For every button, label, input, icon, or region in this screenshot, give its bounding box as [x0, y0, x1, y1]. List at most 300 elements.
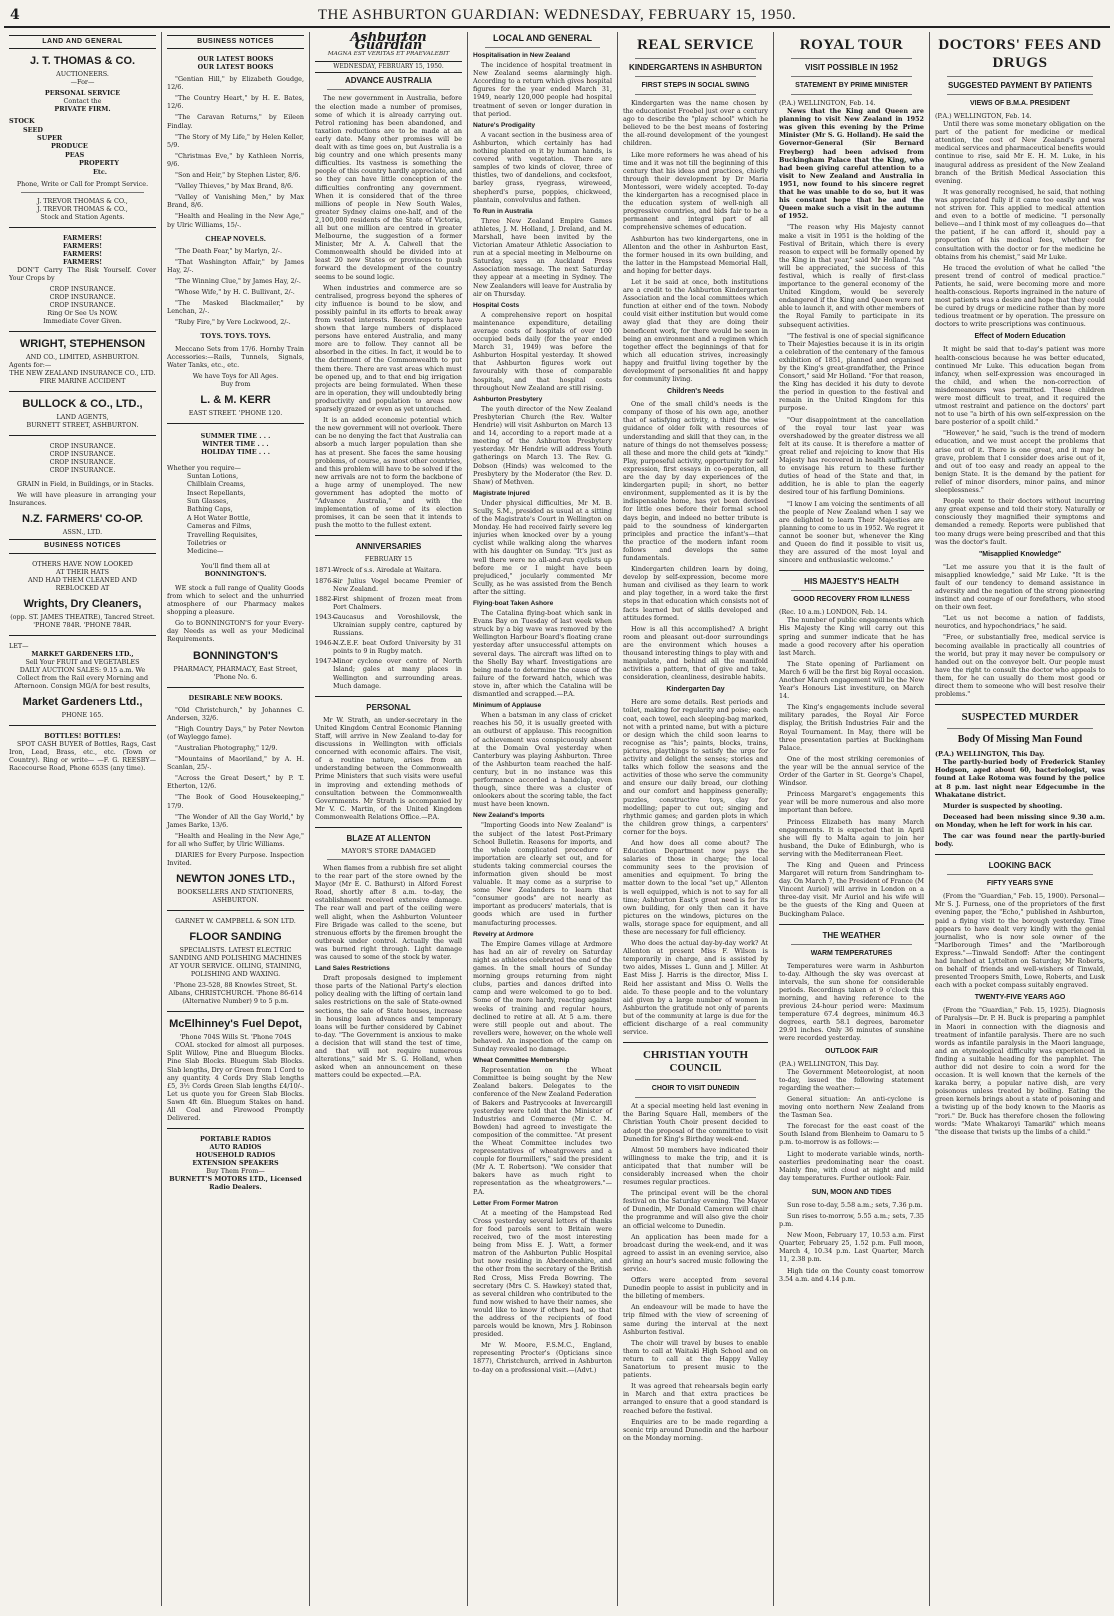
ad-market-sell: Sell Your FRUIT and VEGETABLES: [25, 657, 140, 666]
radio-name: BURNETT'S MOTORS LTD., Licensed Radio Dealers.: [169, 1175, 302, 1192]
education-paragraph: People went to their doctors without incurring any great expense and told their story. Naturally or consciously they magnified their symptoms and demanded a remedy. Reports were published that too many drugs were being prescribed and that this was the doctor's fault.: [935, 497, 1105, 546]
new-book-item: "High Country Days," by Peter Newton (of Wayleggo fame).: [167, 724, 304, 741]
blaze-title: BLAZE AT ALLENTON: [346, 833, 431, 843]
murder-body: [935, 758, 1105, 848]
column-business-notices: [162, 32, 310, 1606]
anniversary-year: 1876—: [315, 576, 338, 585]
outlook-paragraph: General situation: An anti-cyclone is moving onto northern New Zealand from the Tasman Sea.: [779, 1094, 924, 1120]
column-land-and-general: [4, 32, 162, 1606]
murder-paragraph: The partly-buried body of Frederick Stanley Hodgson, aged about 60, bacteriologist, was found at Lake Rotoma was found by the police at 8 p.m. last night near Edgecumbe in the Whakatane district.: [935, 758, 1105, 799]
sun-line: New Moon, February 17, 10.53 a.m. First Quarter, February 25, 1.52 p.m. Full moon, March 4, 10.34 p.m. Last Quarter, March 11, 2.38 p.m.: [779, 1231, 924, 1264]
local-item-body: The youth director of the New Zealand Presbyterian Church (the Rev. Walter Hendrie) will visit Ashburton on March 13 and 14, according to a report made at a meeting of the Ashburton Presbytery yesterday. Mr Hendrie will address Youth gatherings on March 13. The Rev. G. Dobson (Hinds) was welcomed to the Presbytery by the Moderator (the Rev. D. Shaw) of Methven.: [473, 404, 612, 486]
require-item: Insect Repellants,: [187, 488, 246, 497]
book-item: "Christmas Eve," by Kathleen Norris, 9/6.: [167, 151, 304, 168]
kindergartens-sub: KINDERGARTENS IN ASHBURTON: [629, 63, 762, 72]
anniversary-text: Wreck of s.s. Airedale at Waitara.: [333, 566, 442, 575]
kindergarten-paragraph: Kindergarten was the name chosen by the educationist Froebel just over a century ago to describe the "play school" which he believed to be the best means of fostering the all-round development of the youngest children.: [623, 99, 768, 148]
floor-contact: 'Phone 23-528, 88 Knowles Street, St. Albans, CHRISTCHURCH. 'Phone 86-614 (Alternative Number) 9 to 5 p.m.: [168, 981, 303, 1006]
sun-line: Sun rises to-morrow, 5.55 a.m.; sets, 7.35 p.m.: [779, 1211, 924, 1229]
kindergarten-day-head: Kindergarten Day: [666, 686, 725, 694]
require-item: Toiletries or: [187, 539, 227, 548]
health-paragraph: The number of public engagements which His Majesty the King will carry out this spring and summer indicate that he has made a good recovery after his operation last March.: [779, 616, 924, 657]
books-head-1: OUR LATEST BOOKS: [197, 55, 274, 64]
doctors-sub2: VIEWS OF B.M.A. PRESIDENT: [970, 100, 1070, 107]
health-paragraph: Princess Elizabeth has many March engagements. It is expected that in April she will fly to Malta again to join her husband, the Duke of Edinburgh, who is serving with the Mediterranean Fleet.: [779, 817, 924, 858]
ad-crop-insurance-2: [9, 442, 156, 474]
local-item-body: Representation on the Wheat Committee is being sought by the New Zealand bakers. Delegates to the conference of the New Zealand Federation of Bakers and Pastrycooks at Invercargill yesterday were told that the Minister of Industries and Commerce (Mr C. M. Bowden) had agreed to investigate the composition of the committee. "At present the Wheat Committee includes two representatives of wheatgrowers and a couple for flourmillers," said the president (Mr A. T. Robertson). "We consider that bakers have as much right to representation as the wheatgrowers."—P.A.: [473, 1066, 612, 1196]
royal-tour-paragraph: "The reason why His Majesty cannot make a visit in 1951 is the holding of the Festival of Britain, which there is every reason to expect will be formally opened by the King in that year," said Mr Holland. "As will be appreciated, the success of this festival, which is really of first-class importance to the general economy of the United Kingdom, would be severely endangered if the King and Queen were not able to launch it, and with other members of the Royal Family to participate in its subsequent activities.: [779, 223, 924, 329]
anniversary-item: [315, 566, 462, 574]
require-item: Suntan Lotions,: [187, 471, 239, 480]
outlook-paragraph: The Government Meteorologist, at noon to-day, issued the following statement regarding the weather:—: [779, 1067, 924, 1092]
royal-tour-lead: News that the King and Queen are planning to visit New Zealand in 1952 was given this evening by the Prime Minister (Mr S. G. Holland). He said the Governor-General (Sir Bernard Freyberg) had been advised from Buckingham Palace that the King, who had been giving careful attention to a visit to New Zealand and Australia in 1951, now found to his sincere regret that he was unable to do so, but it was his constant hope that he and the Queen make such a visit in the autumn of 1952.: [779, 107, 924, 221]
murder-paragraph: Deceased had been missing since 9.30 a.m. on Monday, when he left for work in his car.: [935, 812, 1105, 829]
local-item-head: Ashburton Presbytery: [473, 395, 543, 403]
sun-lines: [779, 1201, 924, 1283]
murder-dateline: (P.A.) WELLINGTON, This Day.: [935, 750, 1045, 759]
book-item: "Valley Thieves," by Max Brand, 8/6.: [175, 182, 294, 191]
ad-wright-stephenson: WRIGHT, STEPHENSON: [19, 338, 146, 351]
whether: Whether you require—: [167, 463, 241, 472]
require-item: Sun Glasses,: [187, 497, 229, 506]
real-service-title: REAL SERVICE: [637, 37, 754, 53]
newton-addr: BOOKSELLERS AND STATIONERS, ASHBURTON.: [177, 888, 294, 905]
ad-thomas-for: —For—: [70, 78, 95, 87]
kindergarten-paragraph: How is all this accomplished? A bright room and pleasant out-door surroundings are the environment which houses a thousand interesting things to play with and manipulate, and behind all the manifold activities a pattern, that of give and take, consideration, cleanliness, desirable habits.: [623, 624, 768, 682]
editorial-title: ADVANCE AUSTRALIA: [344, 76, 433, 86]
outlook-paragraph: The forecast for the east coast of the South Island from Blenheim to Oamaru to 5 p.m. to-morrow is as follows:—: [779, 1122, 924, 1147]
ad-crop-line: CROP INSURANCE.: [49, 458, 116, 467]
cheap-novel-item: "Ruby Fire," by Vere Lockwood, 2/-.: [175, 318, 291, 327]
new-books-list: [167, 706, 304, 868]
season-line: WINTER TIME . . .: [202, 439, 269, 448]
weather-sub: WARM TEMPERATURES: [810, 949, 893, 957]
local-item-body: Three New Zealand Empire Games athletes, J. M. Holland, J. Dreland, and M. Marshall, have been invited by the Victorian Amateur Athletic Association to run at a special meeting in Melbourne on Saturday, says an Auckland Press Association message. The next Saturday they appear at a meeting in Sydney. The New Zealanders will leave for Australia by air on Thursday.: [473, 216, 612, 298]
choir-paragraph: Offers were accepted from several Dunedin people to assist in publicity and in the billeting of members.: [623, 1276, 768, 1301]
ad-trevor-thomas: [9, 197, 156, 221]
anniversaries-title: ANNIVERSARIES: [355, 542, 422, 552]
sun-title: SUN, MOON AND TIDES: [811, 1188, 892, 1196]
column-doctors-fees: [930, 32, 1110, 1606]
murder-paragraph: The car was found near the partly-buried body.: [935, 832, 1105, 849]
running-head: THE ASHBURTON GUARDIAN: WEDNESDAY, FEBRUARY 15, 1950.: [317, 6, 797, 23]
require-item: Medicine—: [187, 547, 224, 556]
new-book-item: "Health and Healing in the New Age," for all who Suffer, by Ulric Williams.: [167, 831, 304, 848]
editorial-date: WEDNESDAY, FEBRUARY 15, 1950.: [315, 61, 462, 73]
kindergarten-paragraph: Who does the actual day-by-day work? At Allenton at present Miss F. Wilson is temporarily in charge, and is assisted by two aides, Misses L. Gunn and J. Miller. At East Miss J. Harris is the director, Miss I. Reid her assistant and Miss O. Wells the aide. To these people and to the voluntary aid given by a large number of women in Ashburton the gratitude not only of parents but of the community at large is due for the efficient discharge of a real community service.: [623, 939, 768, 1037]
ad-market-phone: PHONE 165.: [61, 710, 104, 719]
health-dateline: (Rec. 10 a.m.) LONDON, Feb. 14.: [779, 608, 888, 617]
ad-crop-line: CROP INSURANCE.: [49, 293, 116, 302]
page-number: 4: [10, 7, 20, 23]
ad-thomas-item: SEED: [23, 125, 43, 134]
ad-hats-line: OTHERS HAVE NOW LOOKED: [32, 559, 133, 568]
real-service-body-2: [623, 400, 768, 681]
royal-tour-sub2: STATEMENT BY PRIME MINISTER: [795, 82, 908, 89]
local-item-body: When a batsman in any class of cricket reaches his 50, it is usually greeted with an outburst of applause. This recognition of achievement was conspicuously absent at the Domain Oval yesterday when Canterbury was playing Ashburton. Three of the Ashburton team reached the half-century, but in no instance was this performance accorded a handclap, even though, since there was a cluster of onlookers about the scoring table, the fact must have been known.: [473, 711, 612, 809]
section-heading: BUSINESS NOTICES: [167, 35, 304, 49]
ad-wright-agents: Agents for:—: [9, 361, 52, 370]
education-paragraph: It might be said that to-day's patient was more health-conscious because he was better educated, continued Mr Luke. This education began from infancy, when self-expression was encouraged in the child, and when the non-correction of misdemeanours was permitted. These children were most difficult to treat, and it required the utmost restraint and patience on the doctors' part not to use "a birth of his own self-expression on the bare posterior of a spoilt child.": [935, 345, 1105, 427]
require-item: Cameras and Films,: [187, 522, 252, 531]
new-book-item: "Australian Photography," 12/9.: [175, 744, 278, 752]
health-body: [779, 616, 924, 917]
ad-wrights-addr: (opp. ST. JAMES THEATRE), Tancred Street.: [10, 612, 155, 621]
twenty-five-head: TWENTY-FIVE YEARS AGO: [974, 994, 1066, 1002]
ad-crop-line: CROP INSURANCE.: [49, 442, 116, 451]
book-item: "The Story of My Life," by Helen Keller, 5/9.: [167, 132, 304, 149]
anniversary-year: 1943—: [315, 612, 338, 621]
anniversary-year: 1871—: [315, 566, 338, 575]
land-body: Draft proposals designed to implement those parts of the National Party's election policy dealing with the lifting of certain land sales restrictions on the sale of State-owned sections, the sale of State houses, increase in housing loan advances and temporary loans will be further considered by Cabinet to-day. "The Government is anxious to make a decision that will stand the test of time, and that will not require numerous alterations," said Mr S. G. Holland, when asked when an announcement on these matters could be expected.—P.A.: [315, 974, 462, 1080]
local-item-body: Mr W. Moore, F.S.M.C., England, representing Procter's (Opticians since 1877), Christchurch, arrived in Ashburton to-day on a professional visit.—(Advt.): [473, 1341, 612, 1374]
ad-crop-line: CROP INSURANCE.: [49, 301, 116, 310]
kerr-name: L. & M. KERR: [200, 393, 271, 406]
book-item: "Gentian Hill," by Elizabeth Goudge, 12/6.: [167, 75, 304, 92]
misapplied-paragraph: "Let us not become a nation of faddists, neurotics, and hypochondriacs," he said.: [935, 614, 1105, 631]
new-book-item: DIARIES for Every Purpose. Inspection Invited.: [167, 851, 304, 868]
local-items: [473, 52, 612, 1374]
fifty-years-body: (From the "Guardian," Feb. 15, 1900). Personal—Mr S. J. Furness, one of the proprietors of the first evening paper, the "Echo," published in Ashburton, paid a flying visit to the borough yesterday. Time appears to have dealt very kindly with the genial journalist, who is now sole owner of the "Marlborough Times" and the "Marlborough Express."—Tinwald Sendoff: After the contingent had lunched at Lyttelton on Saturday, Mr Roberts, on behalf of friends and well-wishers of Tinwald, presented Troopers Smith, Lowe, Roberts, and Lusk each with a pocket compass suitably engraved.: [935, 892, 1105, 990]
local-item-body: A vacant section in the business area of Ashburton, which certainly has had nothing planted on it by human hands, is covered with vegetation. There are samples of two kinds of clover, three of thistles, two of dandelions, and cocksfoot, barley grass, ryegrass, wireweed, shepherd's purse, poppies, chickweed, plantain, convolvulus and fathen.: [473, 130, 612, 204]
blaze-body: When flames from a rubbish fire set alight to the rear part of the store owned by the Mayor (Mr E. C. Bathurst) in Alford Forest Road, shortly after 8 a.m. to-day, the establishment received extensive damage. The rear wall and part of the ceiling were well alight, when the Ashburton Volunteer Fire Brigade was called to the scene, but strenuous efforts by the firemen brought the outbreak under control. Actually the wall was burned right through. Light damage was caused to some of the stock by water.: [315, 863, 462, 961]
ad-nz-farmers: N.Z. FARMERS' CO-OP.: [22, 513, 143, 526]
book-item: "Son and Heir," by Stephen Lister, 8/6.: [175, 171, 301, 180]
twenty-five-body: (From the "Guardian," Feb. 15, 1925). Diagnosis of Paralysis—Dr. P. H. Buck is preparing a pamphlet in Maori in connection with the diagnosis and treatment of infantile paralysis. There are no such words as infantile paralysis in the Maori language, and an etymological difficulty was experienced in finding a suitable heading for the pamphlet. The author did not desire to coin a word for the occasion. It is well known that the kernels of the karaka berry, a popular native dish, are very poisonous unless treated by boiling. Eating the green kernels brings about a state of poisoning and a twisting up of the body known to the Maoris as "rori." Dr. Buck has therefore chosen the following words: "Mate Whakaroyi Tamariki" which means "the disease that twists up the limbs of a child.": [935, 1006, 1105, 1136]
ad-bullock: BULLOCK & CO., LTD.,: [22, 398, 143, 411]
fuel-head: McElhinney's Fuel Depot,: [169, 1018, 302, 1031]
anniversary-year: 1882—: [315, 594, 338, 603]
motto: MAGNA EST VERITAS ET PRAEVALEBIT: [327, 51, 450, 58]
ad-farmers-line: FARMERS!: [62, 241, 103, 250]
section-business-notices: BUSINESS NOTICES: [9, 539, 156, 553]
cheap-novel-item: "Whose Wife," by H. C. Bullivant, 2/-.: [175, 288, 295, 297]
anniversary-item: [315, 639, 462, 655]
kindergarten-paragraph: And how does all come about? The Education Department now pays the salaries of those in charge; the local community sees to the provision of amenities and equipment. To bring the matter down to the local "set up," Allenton is well equipped, which is not to say for all time; Ashburton East's great need is for its own building, for only then can it have pictures on the windows, pictures on the walls, storage space for equipment, and all these are necessary for full efficiency.: [623, 838, 768, 936]
goto: Go to BONNINGTON'S for your Every-day Needs as well as your Medicinal Requirements.: [167, 619, 304, 644]
doctors-paragraph: He traced the evolution of what he called "the present trend of control of medical practice." Patients, he said, were becoming more and more health-conscious. Reports ingrained in the nature of most patients was a desire and hope that they could be cured by drugs or medicine rather than by more tedious treatment or by operation. The pressure on doctors to write prescriptions was continuous.: [935, 263, 1105, 329]
column-royal-tour: [774, 32, 930, 1606]
doctors-sub1: SUGGESTED PAYMENT BY PATIENTS: [947, 81, 1093, 90]
ad-bottles-body: SPOT CASH BUYER of Bottles, Rags, Cast Iron, Lead, Brass, etc., etc. (Town or Country). Ring or write— —F. G. REESBY— Racecourse Road, Phone 653S (any time).: [9, 739, 156, 772]
anniversary-text: First shipment of frozen meat from Port Chalmers.: [333, 594, 462, 611]
education-body: [935, 345, 1105, 545]
masthead: [4, 4, 1110, 28]
book-item: "Valley of Vanishing Men," by Max Brand, 8/6.: [167, 193, 304, 210]
doctors-paragraph: Until there was some monetary obligation on the part of the patient for medicine or medical attention, the cost of New Zealand's general medical services and pharmaceutical benefits would continue to rise, said Mr E. H. M. Luke, in his inaugural address as president of the New Zealand branch of the British Medical Association this evening.: [935, 120, 1105, 185]
health-paragraph: The King and Queen and Princess Margaret will return from Sandringham to-day. On March 7, the President of France (M Vincent Auriol) will arrive in London on a three-day visit. Mr Auriol and his wife will be the guests of the King and Queen at Buckingham Palace.: [779, 860, 925, 918]
ad-pleasure: We will have pleasure in arranging your Insurances.: [9, 491, 156, 508]
weather-title: THE WEATHER: [822, 930, 881, 940]
cheap-novel-item: "The Death Fear," by Marlyn, 2/-.: [175, 246, 282, 255]
choir-paragraph: It was agreed that rehearsals begin early in March and that extra practices be arranged to ensure that a good standard is reached before the festival.: [623, 1382, 768, 1415]
editorial-body: [315, 94, 462, 529]
anniversary-item: [315, 577, 462, 593]
ad-nz-farmers-assn: ASSN., LTD.: [62, 528, 103, 537]
column-local-and-general: [468, 32, 618, 1606]
ad-market-sales: DAILY AUCTION SALES: 9.15 a.m. We Collect from the Rail every Morning and Afternoon. Consign MG/A for best results,: [14, 665, 151, 690]
ad-bullock-trade: LAND AGENTS,: [56, 413, 109, 422]
cheap-novel-item: "The Masked Blackmailer," by Lenchan, 2/-.: [167, 299, 304, 316]
ad-crop-line: CROP INSURANCE.: [49, 285, 116, 294]
anniversaries-date: FEBRUARY 15: [364, 555, 413, 564]
require-item: Travelling Requisites,: [187, 530, 258, 539]
misapplied-body: [935, 563, 1105, 699]
ad-thomas-name: J. T. THOMAS & CO.: [29, 55, 136, 68]
local-item-head: Revelry at Ardmore: [473, 930, 534, 938]
newspaper-page: [4, 4, 1110, 1608]
new-book-item: "Across the Great Desert," by P. T. Etherton, 12/6.: [167, 774, 304, 791]
ad-hats-line: AT THEIR HATS: [56, 567, 109, 576]
kindergarten-paragraph: Like more reformers he was ahead of his time and it was not till the beginning of this century that his ideas and practices, chiefly through their development by Dr Maria Montessori, were widely accepted. To-day the kindergarten has a recognised place in the education system of well-nigh all progressive countries, and bids fair to be a permanent and integral part of all comprehensive schemes of education.: [623, 150, 768, 232]
ad-wright-ins: THE NEW ZEALAND INSURANCE CO., LTD.: [9, 369, 156, 378]
ad-crop-insurance: [9, 285, 156, 309]
real-service-body-1: [623, 99, 768, 383]
new-book-item: "The Wonder of All the Gay World," by James Barke, 13/6.: [167, 812, 304, 829]
ad-market-big: Market Gardeners Ltd.,: [22, 695, 143, 708]
bonnington-name: BONNINGTON'S: [193, 649, 278, 662]
choir-paragraph: Enquiries are to be made regarding a scenic trip around Dunedin and the harbour on the Monday morning.: [623, 1417, 768, 1442]
royal-tour-paragraph: "I know I am voicing the sentiments of all the people of New Zealand when I say we are delighted to learn Their Majesties are planning to come to us in 1952. We regret it cannot be sooner but, whenever the King and Queen do find it possible to visit us, they are assured of the most loyal and sincere and enthusiastic welcome.": [779, 499, 924, 565]
radio-line: PORTABLE RADIOS: [200, 1135, 271, 1144]
local-item-body: The Empire Games village at Ardmore has had an air of revelry on Saturday night as athletes celebrated the end of the games. In the small hours of Sunday morning groups returning from night clubs, parties and dances drifted into camp and were welcomed to go to bed. Some of the more hardy, reacting against weeks of training and regular hours, declined to retire at all. At 5 a.m. there were still people out and about. The revellers were, however, on the whole well behaved. An inspection of the camp on Sunday revealed no damage.: [473, 939, 612, 1053]
books-head-2: OUR LATEST BOOKS: [197, 63, 274, 72]
children-needs-head: Children's Needs: [667, 388, 724, 396]
blaze-sub: MAYOR'S STORE DAMAGED: [341, 846, 436, 855]
toys-ages: We have Toys for All Ages.: [192, 371, 279, 380]
royal-tour-body: [779, 223, 924, 564]
health-title: HIS MAJESTY'S HEALTH: [804, 577, 899, 587]
health-sub: GOOD RECOVERY FROM ILLNESS: [793, 596, 910, 604]
royal-tour-paragraph: "Our disappointment at the cancellation of the royal tour last year was overshadowed by the greater distress we all felt at its cause. It is therefore a matter of great relief and rejoicing to know that His Majesty has recovered in health sufficiently to envisage his return to these further duties of head of the State and that, in addition, he is able to plan the eagerly desired tour of his farflung Dominions.: [779, 415, 924, 497]
local-item-body: The incidence of hospital treatment in New Zealand seems alarmingly high. According to a return which gives hospital figures for the year ended March 31, 1949, nearly 120,000 people had hospital treatment of seven or longer duration in that period.: [473, 61, 612, 118]
ad-hats: [9, 560, 156, 592]
anniversary-text: N.Z.E.F. beat Oxford University by 31 points to 9 in Rugby match.: [333, 639, 462, 656]
newton-jones: NEWTON JONES LTD.,: [176, 873, 295, 886]
buy-from: Buy from: [220, 379, 251, 388]
ad-wright-classes: FIRE MARINE ACCIDENT: [39, 377, 126, 386]
books-list: [167, 75, 304, 229]
radio-buy: Buy Them From—: [206, 1167, 265, 1176]
cheap-novel-item: "The Winning Clue," by James Hay, 2/-.: [175, 276, 301, 285]
kindergarten-paragraph: Kindergarten children learn by doing, develop by self-expression, become more human and civilised as they learn to work and play together, in a word take the first steps in that education which consists not of facts learned but of skills developed and attitudes formed.: [623, 565, 768, 622]
column-editorial: [310, 32, 468, 1606]
murder-title: SUSPECTED MURDER: [961, 711, 1079, 724]
misapplied-head: "Misapplied Knowledge": [978, 550, 1062, 558]
christian-youth-title: CHRISTIAN YOUTH COUNCIL: [642, 1049, 749, 1075]
ad-crop-line: CROP INSURANCE.: [49, 450, 116, 459]
floor-body: SPECIALISTS. LATEST ELECTRIC SANDING AND POLISHING MACHINES AT YOUR SERVICE. OILING, STAINING, POLISHING AND WAXING.: [169, 946, 302, 979]
personal-title: PERSONAL: [366, 702, 411, 712]
season-line: SUMMER TIME . . .: [200, 431, 271, 440]
royal-tour-dateline: (P.A.) WELLINGTON, Feb. 14.: [779, 99, 876, 107]
choir-paragraph: Almost 50 members have indicated their willingness to make the trip, and it is anticipated that that number will be considerably increased when the choir resumes regular practices.: [623, 1145, 768, 1187]
ad-thomas-item: SUPER: [37, 133, 63, 142]
anniversary-item: [315, 595, 462, 611]
choir-paragraph: The principal event will be the choral festival on the Saturday evening. The Mayor of Dunedin, Mr Donald Cameron will chair the programme and will also give the choir an official welcome to Dunedin.: [623, 1189, 768, 1230]
book-item: "The Caravan Returns," by Eileen Findlay.: [167, 113, 304, 130]
local-item-head: Wheat Committee Membership: [473, 1057, 570, 1065]
kerr-addr: EAST STREET. 'PHONE 120.: [188, 408, 283, 417]
local-item-head: Magistrate Injured: [473, 489, 530, 497]
fuel-body: COAL stocked for almost all purposes. Split Willow, Pine and Bluegum Blocks. Pine Slab Blocks. Bluegum Slab Blocks. Slab lengths, Dry or Green from 1 Cord to any quantity. 4 Cords Dry Slab lengths £5, 3½ Cords Green Slab lengths £4/10/-. Let us quote you for Green Slab Blocks. Sawn 4ft 6in. Bluegum Stakes on hand. All Coal and Firewood Promptly Delivered.: [167, 1041, 304, 1123]
health-paragraph: Princess Margaret's engagements this year will be more numerous and also more important than before.: [779, 790, 924, 815]
local-item-head: Hospital Costs: [473, 301, 520, 309]
anniversary-item: [315, 657, 462, 689]
editorial-paragraph: When industries and commerce are so centralised, progress beyond the spheres of city influence is bound to be slow, and possibly painful in its efforts to break away from vested interests. Recent reports have shown that large numbers of displaced persons have entered Australia, and many more are to follow. They cannot all be absorbed in the cities. In fact, it would be to the detriment of the Commonwealth to put them there. There are vast areas which must be opened up, and to that end big irrigation projects are being formulated. When these are in operation, they will undoubtedly bring productivity and population to areas now sparsely grazed or even as yet untouched.: [315, 283, 462, 414]
choir-paragraph: An endeavour will be made to have the trip filmed with the view of screening of same during the interval at the next Ashburton festival.: [623, 1303, 768, 1336]
ad-thomas-item: PRODUCE: [51, 142, 88, 151]
season-list: [167, 432, 304, 456]
find: You'll find them all at: [201, 561, 270, 570]
require-item: Chilblain Creams,: [187, 480, 246, 489]
section-heading: LAND AND GENERAL: [9, 35, 156, 49]
ad-trevor-line: J. TREVOR THOMAS & CO.,: [37, 196, 128, 205]
doctors-paragraph: It was generally recognised, he said, that nothing was appreciated fully if it came too easily and was not striven for. This applied to medical attention and even to a bottle of medicine. "I personally believe—and I think most of my colleagues do—that the patient, if he can afford it, should pay a proportion of his medical fees, whether for consultation with the doctor or for the medicine he obtains from his chemist," said Mr Luke.: [935, 187, 1105, 261]
require-item: A Hot Water Bottle,: [187, 513, 251, 522]
floor-head: FLOOR SANDING: [189, 931, 282, 944]
local-item-body: Under physical difficulties, Mr M. B. Scully, S.M., presided as usual at a sitting of the Magistrate's Court in Wellington on Monday. He had received fairly severe leg injuries when knocked over by a young cyclist while walking along the wharves with his daughter on Sunday. "It's just as well there were no all-and-run cyclists up before me or I might have been prejudiced," jocularly commented Mr Scully, as he was assisted from the Bench after the sitting.: [473, 498, 612, 596]
anniversary-item: [315, 613, 462, 637]
ad-thomas-item: PROPERTY: [79, 159, 119, 168]
ad-thomas-phone: Phone, Write or Call for Prompt Service.: [16, 179, 149, 188]
ad-thomas-contact: Contact the: [63, 97, 102, 106]
local-item-head: To Run in Australia: [473, 207, 533, 215]
local-item-body: The Catalina flying-boat which sank in Evans Bay on Tuesday of last week when struck by a big wave was removed by the Wellington Harbour Board's floating crane yesterday after unsuccessful attempts on several days. The aircraft was lifted on to the Shelly Bay wharf. Investigations are being made to determine the cause of the failure of the forward hatch, which was stove in, after which the Catalina will be dismantled and scrapped.—P.A.: [473, 609, 612, 699]
editorial-paragraph: It is an added economic potential which the new government will not overlook. There can be no denying the fact that Australia can absorb a much larger population than she has at present. She faces the same housing problems, of course, as most other countries, and this problem will have to be solved if the new arrivals are not to form the backbone of a huge army of unemployed. The new government has adopted the motto of "Advance Australia," and with the implementation of some of its election promises, it can be seen that it intends to push the motto to the fullest extent.: [315, 416, 463, 530]
local-item-head: Minimum of Applause: [473, 702, 542, 710]
fuel-phone: 'Phone 704S Wills St. 'Phone 704S: [179, 1033, 292, 1042]
ad-trevor-line: Stock and Station Agents.: [40, 212, 125, 221]
new-books-head: DESIRABLE NEW BOOKS.: [188, 692, 283, 702]
misapplied-paragraph: "Let me assure you that it is the fault of misapplied knowledge," said Mr Luke. "It is the fault of our tendency to demand assistance in adversity and the negation of the strong pioneering instinct and courage of our forefathers, who stood on their own feet.: [935, 562, 1105, 612]
ad-thomas-item: Etc.: [93, 167, 107, 176]
new-book-item: "Old Christchurch," by Johannes C. Andersen, 32/6.: [167, 705, 304, 722]
outlook-paragraph: Light to moderate variable winds, north-easterlies predominating near the coast. Mainly fine, with cloud at night and mild day temperatures. Further outlook: Fair.: [779, 1149, 924, 1182]
doctors-body: [935, 120, 1105, 328]
looking-back-title: LOOKING BACK: [988, 861, 1052, 871]
ad-farmers-line: FARMERS!: [62, 233, 103, 242]
book-item: "The Country Heart," by H. E. Bates, 12/6.: [167, 94, 304, 111]
column-real-service: [618, 32, 774, 1606]
sun-line: High tide on the County coast tomorrow 3.54 a.m. and 4.14 p.m.: [779, 1266, 924, 1283]
ad-thomas-trade: AUCTIONEERS.: [56, 70, 109, 79]
ad-farmers-body: DON'T Carry The Risk Yourself. Cover Your Crops by: [9, 265, 156, 283]
kindergarten-paragraph: Here are some details. Rest periods and toilet, making for regularity and poise; each coat, each towel, each sleeping-bag marked, not with a printed name, but with a picture or design which the child soon learns to recognise as "his"; paints, blocks, trains, pictures, playthings to satisfy the urge for activity and delight the senses; stories and talks which follow the seasons and the activities of those who serve the community and ensure our daily bread, our clothing and our comfort and happiness generally; puzzles, constructive toys, clay for modelling; paper to cut out; singing and rhythmic games; and garden plots in which the children grow things, a carpenters' corner for the boys.: [623, 698, 768, 836]
royal-tour-paragraph: "The festival is one of special significance to Their Majesties because it is in its origin a celebration of the centenary of the famous exhibition of 1851, planned and organised by the King's great-grandfather, the Prince Consort," said Mr Holland. "For that reason, the King has decided it his duty to devote the period in question to the festival and remain in the United Kingdom for this purpose.: [779, 331, 924, 413]
kindergarten-paragraph: Let it be said at once, both institutions are a credit to the Ashburton Kindergarten Association and the local committees which function at either end of the town. Nobody could visit either institution but would come away glad that they are doing their beneficent work, for there would be seen in being an environment and a regimen which together effect the beginnings of that for which all education strives, increasingly happy and fruitful living together by the development of personalities fit and happy for community living.: [623, 277, 768, 384]
kindergarten-paragraph: Ashburton has two kindergartens, one in Allenton and the other in Ashburton East, the former housed in its own building, and the latter in the Hampstead Memorial Hall, and hoping for better days.: [623, 234, 768, 275]
new-book-item: "The Book of Good Housekeeping," 17/9.: [167, 793, 304, 810]
ad-thomas-item: PEAS: [65, 150, 85, 159]
nameplate: Ashburton Guardian: [350, 32, 427, 54]
ad-crop-line: CROP INSURANCE.: [49, 466, 116, 475]
cheap-novels-head: CHEAP NOVELS.: [205, 233, 266, 243]
health-paragraph: The State opening of Parliament on March 6 will be the first big Royal occasion. Another March engagement will be the New Year's Honours List investiture, on March 14.: [779, 659, 924, 701]
ad-thomas-items: [9, 117, 156, 176]
murder-paragraph: Murder is suspected by shooting.: [943, 801, 1063, 810]
ad-trevor-line: J. TREVOR THOMAS & CO.,: [37, 204, 128, 213]
social-swing-sub: FIRST STEPS IN SOCIAL SWING: [641, 82, 750, 89]
ad-farmers-line: FARMERS!: [62, 257, 103, 266]
local-item-body: At a meeting of the Hampstead Red Cross yesterday several letters of thanks for food parcels sent to Britain were received, two of the most interesting being from Miss E. J. Watt, a former matron of the Ashburton Public Hospital but now residing in Aberdeenshire, and the other from the secretary of the British Red Cross, Miss Freda Bowring. The secretary (Mrs C. S. Hawkey) stated that, as several children who contributed to the fund now wished to have their names, she would like to know if others had, so that the address of the recipients of food parcels would be known, Mrs J. Robinson presided.: [473, 1208, 612, 1339]
outlook-head: OUTLOOK FAIR: [825, 1047, 878, 1055]
ad-thomas-firm: PRIVATE FIRM.: [54, 105, 111, 114]
ad-grain: GRAIN in Field, in Buildings, or in Stacks.: [17, 480, 154, 489]
radio-line: AUTO RADIOS: [209, 1143, 262, 1152]
find-name: BONNINGTON'S.: [204, 569, 267, 578]
radio-line: EXTENSION SPEAKERS: [192, 1159, 279, 1168]
choir-paragraph: The choir will travel by buses to enable them to call at Waitaki High School and on return to call at the Happy Valley Sanatorium to present music to the patients.: [623, 1338, 768, 1380]
doctors-title: DOCTORS' FEES AND DRUGS: [938, 37, 1102, 71]
ad-market-gardeners: MARKET GARDENERS LTD.,: [31, 649, 134, 658]
murder-sub: Body Of Missing Man Found: [957, 734, 1083, 746]
choir-paragraph: At a special meeting held last evening in the Baring Square Hall, members of the Christian Youth Choir present decided to adopt the proposal of the committee to visit Dunedin for King's Birthday week-end.: [623, 1102, 768, 1143]
christian-youth-body: [623, 1102, 768, 1442]
anniversary-text: Caucasus and Voroshilovsk, the Ukrainian supply centre, captured by Russians.: [333, 612, 462, 638]
education-head: Effect of Modern Education: [974, 333, 1066, 341]
personal-body: Mr W. Strath, an under-secretary in the United Kingdom Central Economic Planning Staff, will arrive in New Zealand to-day for discussions in Wellington with officials concerned with economic affairs. The visit, of a routine nature, arises from an understanding between the Commonwealth Prime Ministers that such visits were useful in improving and extending methods of consultation between the Commonwealth Governments. Mr Strath is accompanied by Mr V. C. Martin, of the United Kingdom Commonwealth Relations Office.—P.A.: [315, 715, 462, 821]
ad-wright-co: AND CO., LIMITED, ASHBURTON.: [26, 353, 139, 362]
royal-tour-title: ROYAL TOUR: [799, 37, 904, 53]
ad-hats-line: REBLOCKED AT: [55, 583, 110, 592]
anniversary-text: Sir Julius Vogel became Premier of New Zealand.: [333, 576, 462, 593]
weather-body: Temperatures were warm in Ashburton to-day. Although the sky was overcast at intervals, the sun shone for considerable periods. Recordings taken at 9 o'clock this morning, and having reference to the previous 24-hour period were: Maximum temperature 67.4 degrees, minimum 46.3 degrees, earth 58.1 degrees, barometer 29.91 inches. Only 36 minutes of sunshine were recorded yesterday.: [779, 961, 924, 1043]
misapplied-paragraph: "Free, or substantially free, medical service is becoming available in practically all countries of the world, but pray it may never be compulsory or handed out on the conveyor belt. Our people must have the right to consult the doctor who appeals to them, for he can usually do them most good or direct them to someone who will best resolve their problems.": [935, 633, 1105, 699]
local-item-head: Flying-boat Taken Ashore: [473, 600, 554, 607]
outlook-body: [779, 1068, 924, 1182]
local-item-body: "Importing Goods into New Zealand" is the subject of the latest Post-Primary School Bulletin. Reasons for imports, and the whole complicated procedure of importation are clearly set out, and for students taking commercial courses the information given should be most valuable. It may come as a surprise to some New Zealanders to learn that "consumer goods" are not nearly as important as producers' materials, that is goods which are used in further manufacturing processes.: [473, 821, 612, 927]
ad-farmers-line: FARMERS!: [62, 249, 103, 258]
doctors-dateline: (P.A.) WELLINGTON, Feb. 14.: [935, 112, 1032, 120]
local-item-head: Nature's Prodigality: [473, 121, 536, 129]
local-item-head: Hospitalisation in New Zealand: [473, 52, 571, 59]
real-service-body-3: [623, 698, 768, 1036]
radio-list: [167, 1135, 304, 1167]
book-item: "Health and Healing in the New Age," by Ulric Williams, 15/-.: [167, 212, 304, 229]
education-paragraph: "However," he said, "such is the trend of modern education, and we must accept the problems that arise out of it. There is one great, and it may be grave, problem that I consider does arise out of it, and out of too easy and ready an appeal to the benign State. It is the demand by the patient for relief of minor disorders, minor pains, and minor sleeplessness.": [935, 429, 1105, 495]
season-line: HOLIDAY TIME . . .: [200, 447, 271, 456]
ad-thomas-item: STOCK: [9, 117, 35, 126]
land-head: Land Sales Restrictions: [315, 965, 390, 973]
stock-body: WE stock a full range of Quality Goods from which to select and the unhurried atmosphere of our Pharmacy makes shopping a pleasure.: [167, 583, 304, 617]
choir-sub: CHOIR TO VISIT DUNEDIN: [651, 1085, 740, 1093]
sun-line: Sun rose to-day, 5.58 a.m.; sets, 7.36 p.m.: [787, 1200, 923, 1209]
require-list: [167, 472, 304, 556]
royal-tour-sub1: VISIT POSSIBLE IN 1952: [805, 63, 898, 72]
anniversary-text: Minor cyclone over centre of North Island; gales at many places in Wellington and surrounding areas. Much damage.: [333, 657, 462, 690]
radio-line: HOUSEHOLD RADIOS: [195, 1151, 276, 1160]
ad-bottles-head: BOTTLES! BOTTLES!: [44, 731, 121, 740]
ad-thomas-service: PERSONAL SERVICE: [44, 89, 121, 98]
anniversary-year: 1947—: [315, 657, 338, 666]
ad-wrights-dry-cleaners: Wrights, Dry Cleaners,: [23, 597, 142, 610]
anniversaries-list: [315, 566, 462, 689]
health-paragraph: One of the most striking ceremonies of the year will be the annual service of the Order of the Garter in St. George's Chapel, Windsor.: [779, 754, 924, 788]
outlook-dateline: (P.A.) WELLINGTON, This Day.: [779, 1059, 879, 1068]
local-item-head: Letter From Former Matron: [473, 1199, 558, 1207]
kindergarten-paragraph: One of the small child's needs is the company of those of his own age, another that of satisfying activity, a third the wise guidance of older folk with resources of understanding and skill that they can, in the nature of things do not themselves possess; all these and more the child gets at "kindy." Play, purposeful activity, opportunity for self expression, first essays in co-operation, all are the day by day experiences of the kindergarten pupil; in short, no better environment, supplemented as it is by the indispensable home, has yet been devised for little ones before their formal school days begin, and indeed no better tribute is paid to the soundness of kindergarten principles and practice the infant's—that the practice of the modern infant room follows and develops the same fundamentals.: [623, 400, 768, 562]
ad-ring: Ring Or See Us NOW.: [47, 309, 118, 318]
new-book-item: "Mountains of Maoriland," by A. H. Scanlan, 25/-.: [167, 755, 304, 772]
choir-paragraph: An application has been made for a broadcast during the week-end, and it was agreed to assist in an evening service, also giving an hour's sacred music following the service.: [623, 1232, 768, 1273]
ad-hats-line: AND HAD THEM CLEANED AND: [28, 575, 137, 584]
ad-cover: Immediate Cover Given.: [43, 317, 122, 326]
toys-body: Meccano Sets from 17/6. Hornby Train Accessories:—Rails, Tunnels, Signals, Water Tanks, etc., etc.: [167, 344, 304, 369]
fifty-years-head: FIFTY YEARS SYNE: [986, 880, 1054, 888]
bonnington-addr: PHARMACY, PHARMACY, East Street, 'Phone No. 6.: [173, 664, 298, 681]
garnet: GARNET W. CAMPBELL & SON LTD.: [175, 917, 296, 926]
